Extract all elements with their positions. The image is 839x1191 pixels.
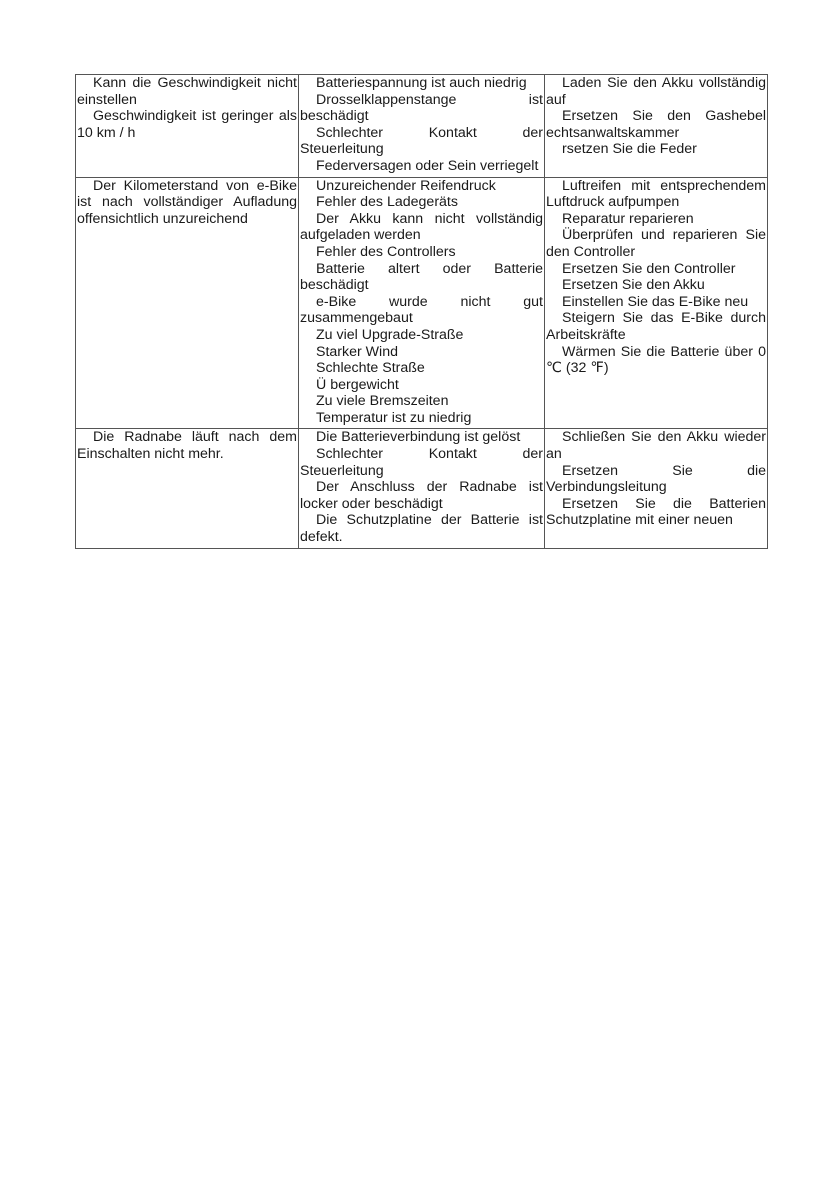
problem-text: Geschwindigkeit ist geringer als 10 km / h <box>77 108 297 141</box>
cause-text: Die Schutzplatine der Batterie ist defekt. <box>300 512 543 546</box>
cause-text: Federversagen oder Sein verriegelt <box>316 157 539 174</box>
solution-text: Steigern Sie das E-Bike durch Arbeitskräfte <box>546 310 766 343</box>
table-row <box>76 177 768 429</box>
cause-text: Ü bergewicht <box>316 376 399 393</box>
solution-text: Einstellen Sie das E-Bike neu <box>562 293 749 310</box>
cause-text: Fehler des Ladegeräts <box>316 194 458 211</box>
cause-cell <box>299 75 545 178</box>
cause-text: Batterie altert oder Batterie beschädigt <box>300 260 543 294</box>
problem-text: Der Kilometerstand von e-Bike ist nach vollständiger Aufladung offensichtlich unzureichend <box>77 177 297 227</box>
cause-text: Zu viele Bremszeiten <box>316 393 449 410</box>
solution-text: Wärmen Sie die Batterie über 0 ℃ (32 ℉) <box>546 343 766 377</box>
solution-cell <box>545 429 768 548</box>
solution-text: Luftreifen mit entsprechendem Luftdruck aufpumpen <box>546 177 766 211</box>
problem-cell <box>76 429 299 548</box>
cause-text: Temperatur ist zu niedrig <box>316 409 472 426</box>
cause-cell <box>299 429 545 548</box>
cause-text: Schlechte Straße <box>316 360 425 377</box>
problem-cell <box>76 177 299 429</box>
cause-text: Starker Wind <box>316 343 398 360</box>
cause-text: Die Batterieverbindung ist gelöst <box>316 429 521 446</box>
cause-text: Der Akku kann nicht vollständig aufgeladen werden <box>300 210 543 244</box>
cause-text: Der Anschluss der Radnabe ist locker oder beschädigt <box>300 479 543 512</box>
solution-cell <box>545 177 768 429</box>
solution-text: Ersetzen Sie den Akku <box>562 277 705 294</box>
solution-text: Laden Sie den Akku vollständig auf <box>546 75 766 108</box>
solution-text: rsetzen Sie die Feder <box>562 141 697 158</box>
solution-text: Ersetzen Sie die Batterien Schutzplatine mit einer neuen <box>546 495 766 529</box>
cause-cell <box>299 177 545 429</box>
solution-text: Ersetzen Sie den Gashebel echtsanwaltskammer <box>546 108 766 141</box>
solution-text: Überprüfen und reparieren Sie den Controller <box>546 227 766 260</box>
cause-text: Batteriespannung ist auch niedrig <box>316 75 527 91</box>
table-row <box>76 429 768 548</box>
cause-text: Zu viel Upgrade-Straße <box>316 326 464 343</box>
troubleshooting-table <box>75 74 768 549</box>
cause-text: Schlechter Kontakt der Steuerleitung <box>300 124 543 158</box>
cause-text: Schlechter Kontakt der Steuerleitung <box>300 446 543 479</box>
problem-text: Kann die Geschwindigkeit nicht einstellen <box>77 75 297 108</box>
solution-text: Ersetzen Sie den Controller <box>562 260 736 277</box>
problem-text: Die Radnabe läuft nach dem Einschalten nicht mehr. <box>77 429 297 463</box>
problem-cell <box>76 75 299 178</box>
solution-text: Reparatur reparieren <box>562 210 694 227</box>
cause-text: Fehler des Controllers <box>316 243 456 260</box>
solution-text: Ersetzen Sie die Verbindungsleitung <box>546 462 766 496</box>
cause-text: e-Bike wurde nicht gut zusammengebaut <box>300 293 543 327</box>
solution-text: Schließen Sie den Akku wieder an <box>546 429 766 463</box>
cause-text: Drosselklappenstange ist beschädigt <box>300 91 543 125</box>
table-row <box>76 75 768 178</box>
cause-text: Unzureichender Reifendruck <box>316 177 496 194</box>
solution-cell <box>545 75 768 178</box>
